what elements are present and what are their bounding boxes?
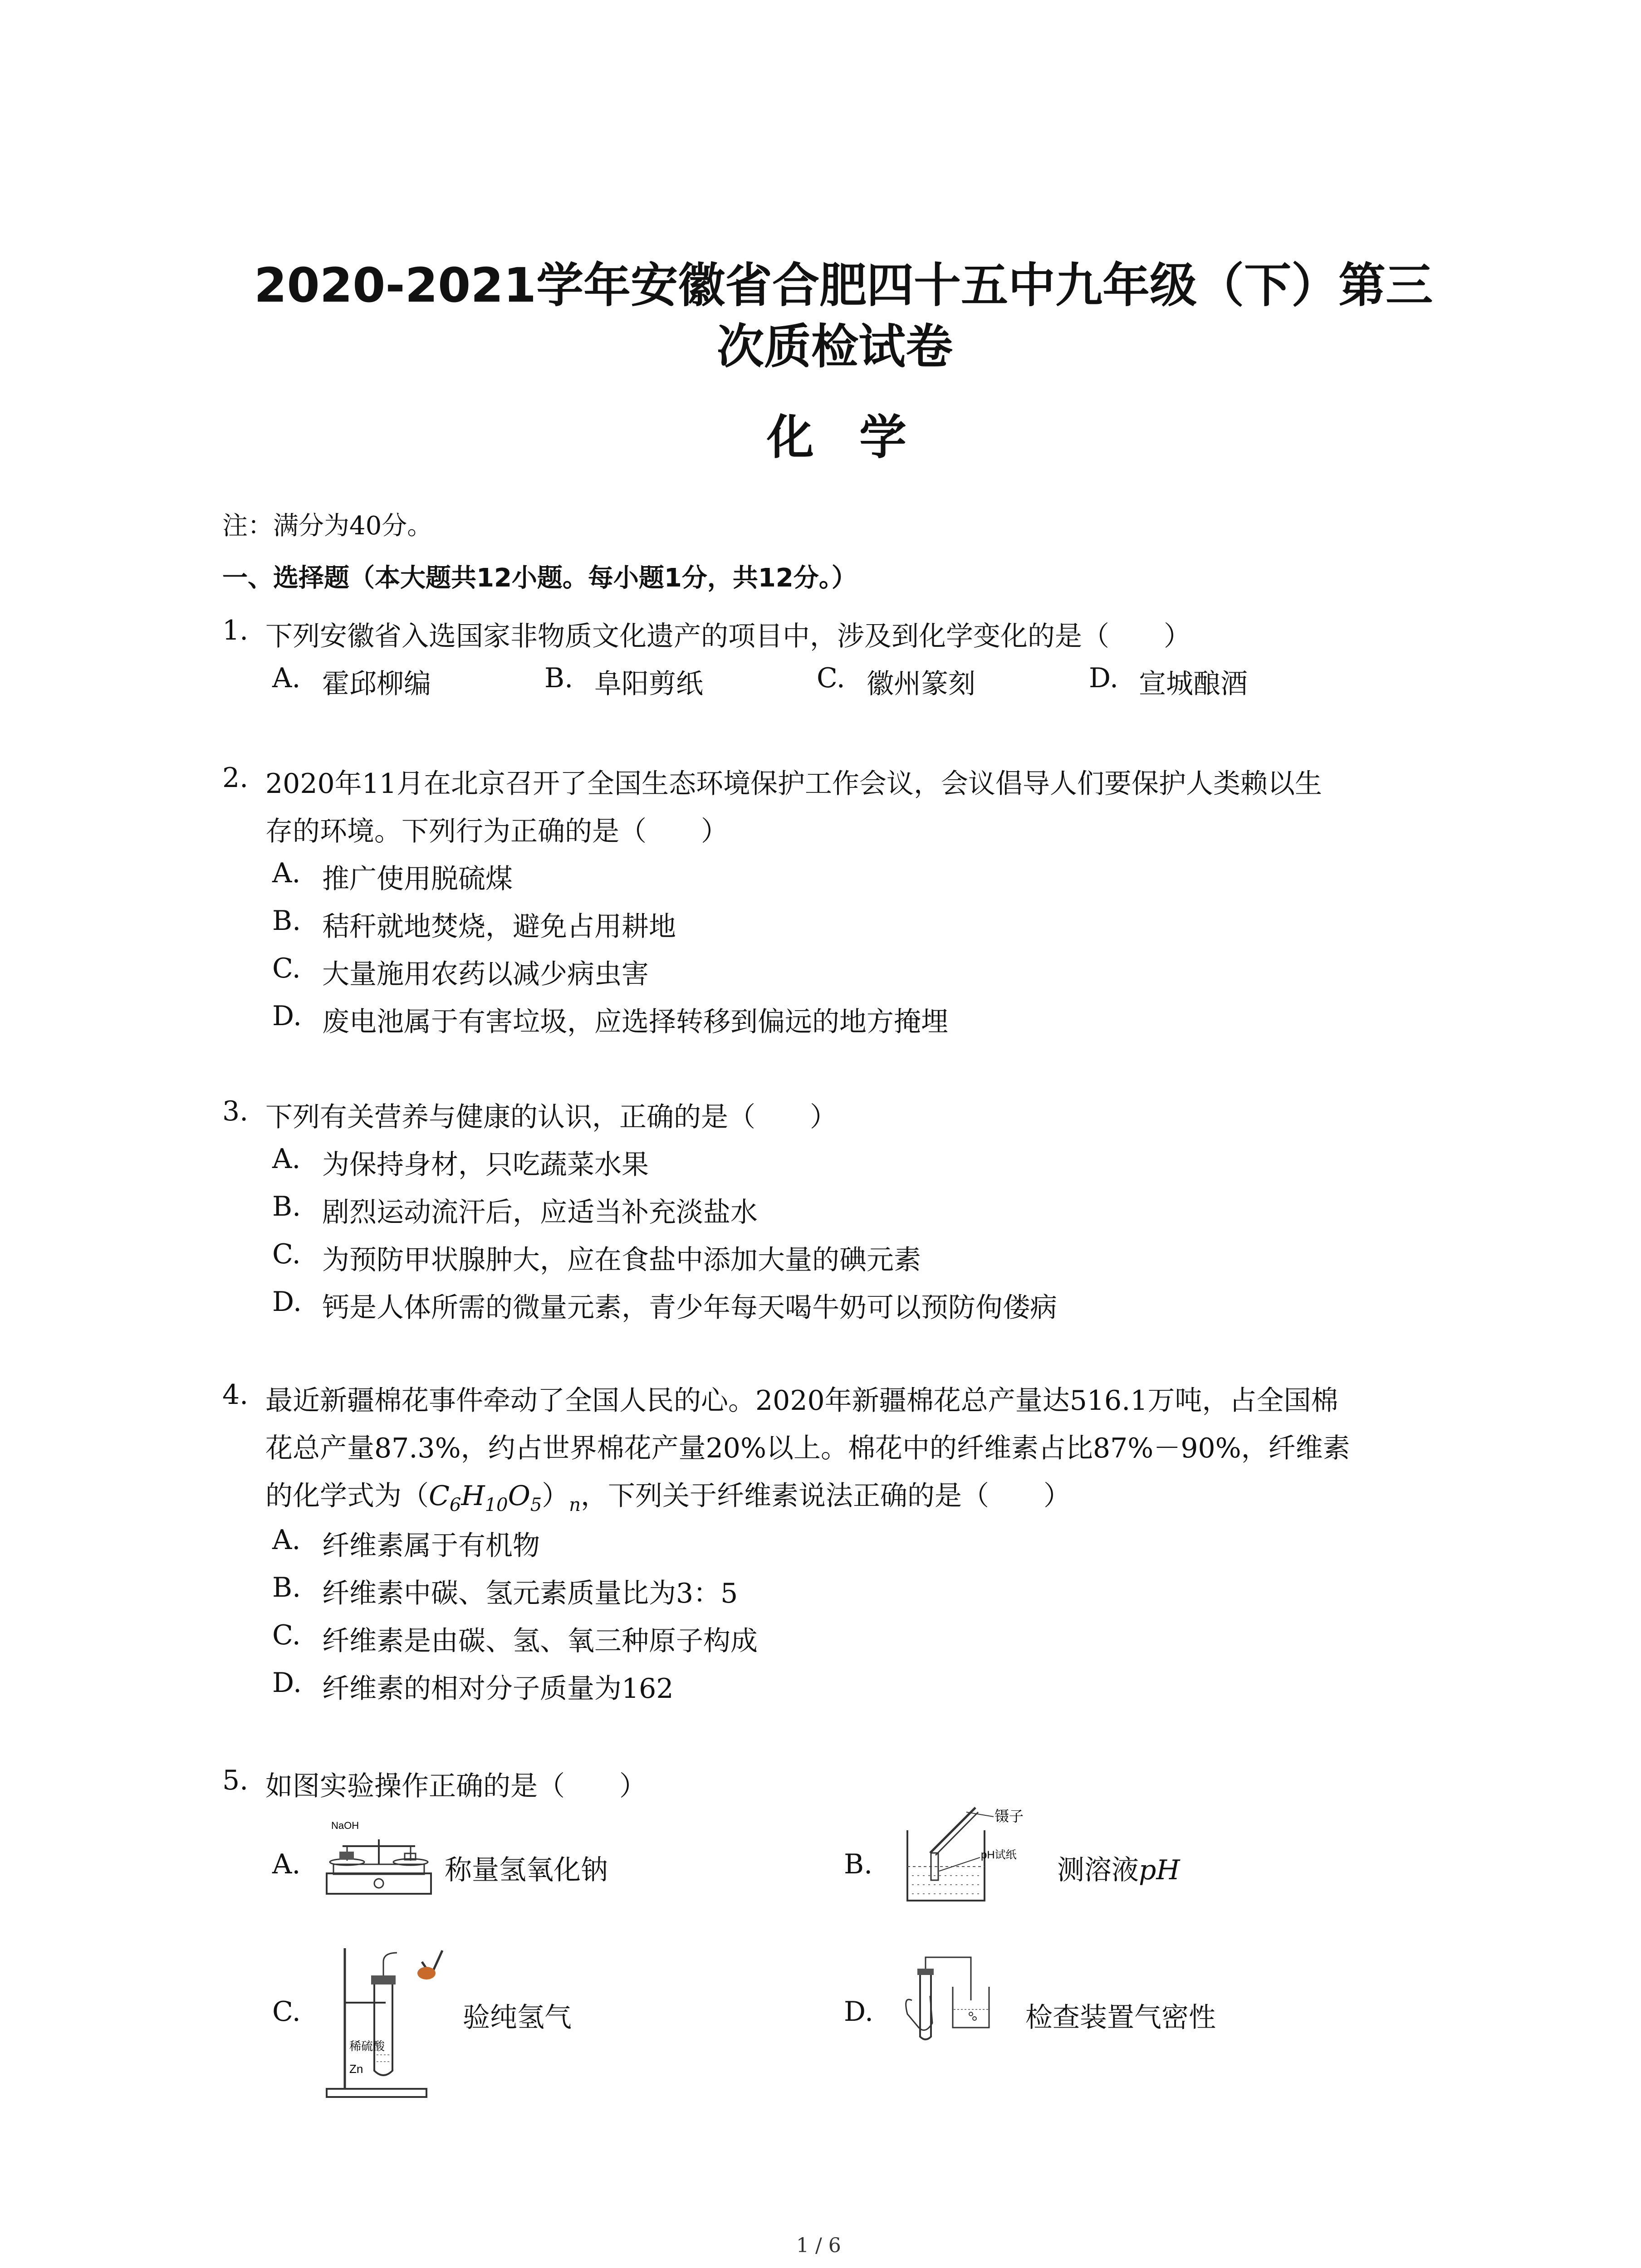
option-text: 秸秆就地焚烧，避免占用耕地 bbox=[322, 911, 676, 943]
formula-suffix: ，下列关于纤维素说法正确的是（ ） bbox=[581, 1480, 1071, 1512]
option-text: 为预防甲状腺肿大，应在食盐中添加大量的碘元素 bbox=[322, 1244, 921, 1276]
option-text: 纤维素属于有机物 bbox=[322, 1530, 540, 1562]
exam-title-line1: 2020-2021学年安徽省合肥四十五中九年级（下）第三 bbox=[254, 258, 1433, 313]
option-letter: A. bbox=[272, 1524, 301, 1556]
option-letter: C. bbox=[817, 662, 845, 694]
option-text: 徽州篆刻 bbox=[867, 668, 975, 700]
option-letter: D. bbox=[844, 1996, 874, 2028]
chemical-formula: $C_6H_{10}O_5$ bbox=[429, 1480, 542, 1515]
question-number: 2. bbox=[222, 762, 249, 794]
question-text: 2020年11月在北京召开了全国生态环境保护工作会议，会议倡导人们要保护人类赖以生 bbox=[265, 768, 1323, 800]
test-tube-stand-icon bbox=[318, 1944, 463, 2100]
option-text: 剧烈运动流汗后，应适当补充淡盐水 bbox=[322, 1197, 758, 1228]
fig-label-zn: Zn bbox=[349, 2062, 363, 2076]
option-letter: B. bbox=[272, 1572, 301, 1603]
subject-heading: 化学 bbox=[767, 410, 952, 465]
option-text: 纤维素的相对分子质量为162 bbox=[322, 1673, 674, 1705]
formula-prefix: 的化学式为（ bbox=[265, 1480, 429, 1512]
question-text: 下列有关营养与健康的认识，正确的是（ ） bbox=[265, 1101, 837, 1133]
question-number: 3. bbox=[222, 1095, 249, 1127]
option-letter: A. bbox=[272, 857, 301, 889]
question-text: 最近新疆棉花事件牵动了全国人民的心。2020年新疆棉花总产量达516.1万吨，占全国棉 bbox=[265, 1385, 1338, 1417]
section-heading: 一、选择题（本大题共12小题。每小题1分，共12分。） bbox=[222, 563, 857, 593]
option-text bbox=[1057, 1848, 1180, 1887]
option-text: 霍邱柳编 bbox=[322, 668, 431, 700]
fig-label-naoh: NaOH bbox=[331, 1820, 359, 1831]
option-text: 为保持身材，只吃蔬菜水果 bbox=[322, 1149, 649, 1181]
option-letter: B. bbox=[844, 1848, 873, 1880]
beaker-tweezers-icon bbox=[898, 1803, 1053, 1907]
option-text: 阜阳剪纸 bbox=[594, 668, 703, 700]
question-text: 如图实验操作正确的是（ ） bbox=[265, 1770, 647, 1802]
option-letter: A. bbox=[272, 1848, 301, 1880]
option-letter: C. bbox=[272, 1238, 301, 1270]
option-letter: A. bbox=[272, 662, 301, 694]
option-letter: C. bbox=[272, 1996, 301, 2028]
option-letter: B. bbox=[544, 662, 573, 694]
exam-title-line2: 次质检试卷 bbox=[717, 319, 953, 374]
question-text: 花总产量87.3%，约占世界棉花产量20%以上。棉花中的纤维素占比87%－90%，纤维素 bbox=[265, 1432, 1350, 1464]
option-letter: D. bbox=[272, 1000, 302, 1032]
fig-label-tweezers: 镊子 bbox=[994, 1808, 1024, 1824]
option-text: 钙是人体所需的微量元素，青少年每天喝牛奶可以预防佝偻病 bbox=[322, 1292, 1057, 1324]
formula-close: ） bbox=[542, 1480, 569, 1512]
option-text: 称量氢氧化钠 bbox=[445, 1854, 608, 1886]
question-text: 存的环境。下列行为正确的是（ ） bbox=[265, 816, 728, 847]
option-letter: B. bbox=[272, 1191, 301, 1222]
option-letter: A. bbox=[272, 1143, 301, 1175]
question-number: 5. bbox=[222, 1765, 249, 1796]
question-number: 4. bbox=[222, 1379, 249, 1411]
option-text: 验纯氢气 bbox=[463, 2002, 572, 2033]
balance-icon bbox=[318, 1819, 440, 1898]
option-letter: D. bbox=[1089, 662, 1119, 694]
option-text: 纤维素中碳、氢元素质量比为3：5 bbox=[322, 1578, 738, 1609]
fig-label-ph-paper: pH试纸 bbox=[981, 1849, 1017, 1861]
option-text-main: 测溶液 bbox=[1057, 1854, 1139, 1886]
fig-label-acid: 稀硫酸 bbox=[349, 2039, 385, 2053]
option-text-italic: pH bbox=[1139, 1854, 1180, 1886]
airtightness-apparatus-icon bbox=[898, 1946, 1007, 2046]
option-text: 大量施用农药以减少病虫害 bbox=[322, 958, 649, 990]
question-number: 1. bbox=[222, 615, 249, 646]
option-text: 检查装置气密性 bbox=[1025, 2002, 1216, 2033]
question-text: 下列安徽省入选国家非物质文化遗产的项目中，涉及到化学变化的是（ ） bbox=[265, 621, 1191, 652]
option-text: 宣城酿酒 bbox=[1139, 668, 1248, 700]
page-number: 1 / 6 bbox=[796, 2234, 841, 2257]
option-letter: C. bbox=[272, 1619, 301, 1651]
formula-line bbox=[265, 1474, 1071, 1515]
formula-subscript-n: n bbox=[569, 1495, 581, 1515]
option-letter: C. bbox=[272, 953, 301, 984]
option-text: 纤维素是由碳、氢、氧三种原子构成 bbox=[322, 1625, 758, 1657]
score-note: 注：满分为40分。 bbox=[222, 511, 433, 541]
option-letter: D. bbox=[272, 1286, 302, 1318]
option-letter: B. bbox=[272, 905, 301, 937]
option-letter: D. bbox=[272, 1667, 302, 1699]
option-text: 废电池属于有害垃圾，应选择转移到偏远的地方掩埋 bbox=[322, 1006, 948, 1038]
option-text: 推广使用脱硫煤 bbox=[322, 863, 513, 895]
